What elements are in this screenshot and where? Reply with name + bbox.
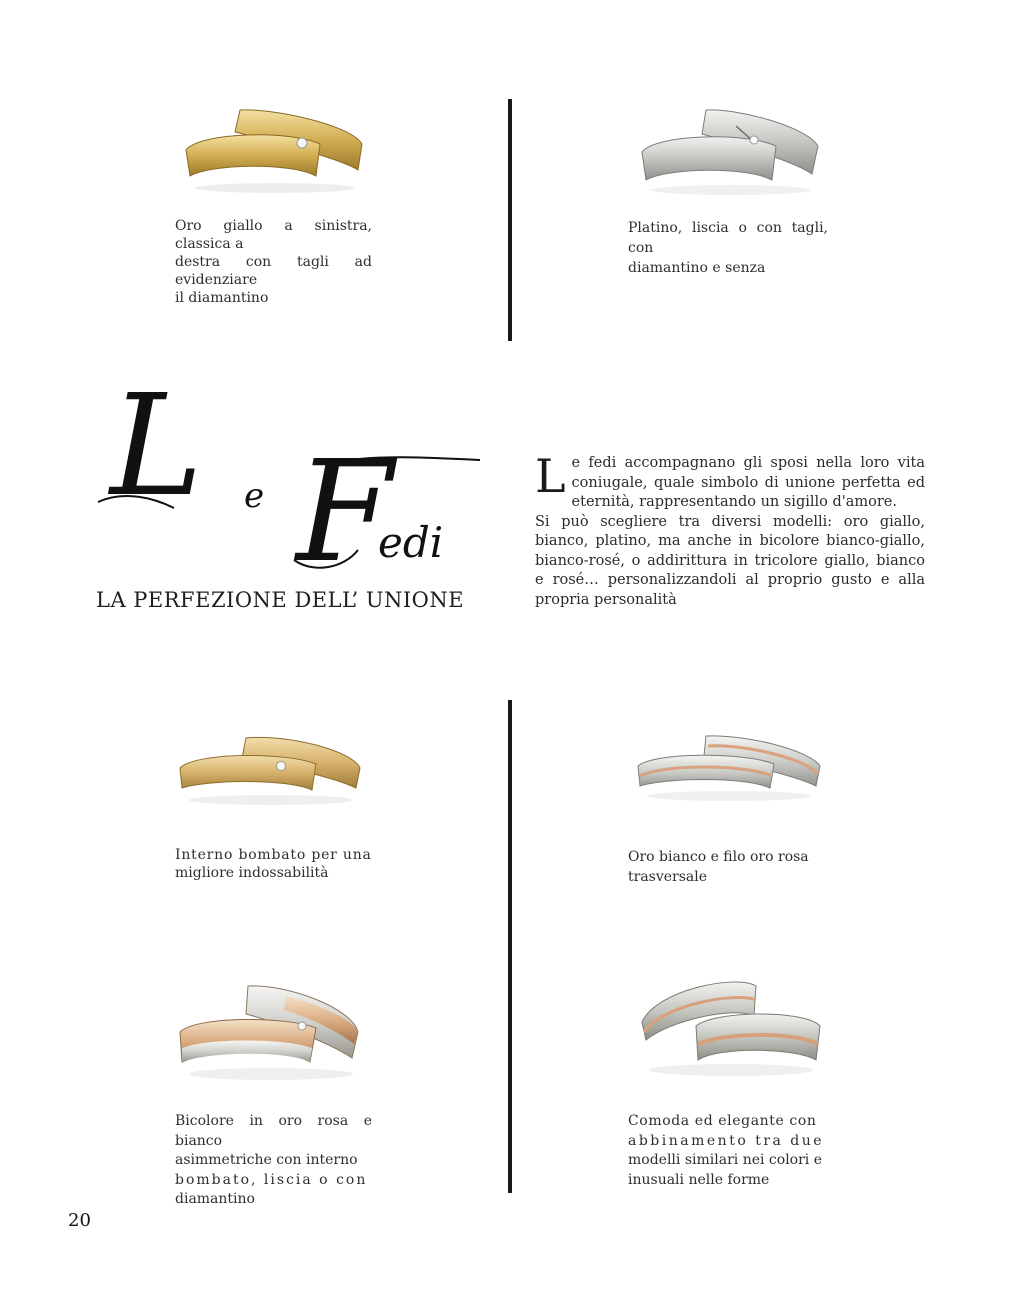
intro-paragraph	[535, 449, 925, 610]
ring-image-white-rose-wire	[634, 730, 824, 810]
caption-mid-right: Oro bianco e filo oro rosa trasversale	[628, 849, 809, 885]
ring-image-gold-domed	[176, 728, 366, 818]
divider-bottom	[508, 700, 512, 1193]
title-letter-l: L	[110, 365, 203, 528]
intro-text: e fedi accompagnano gli sposi nella loro vita coniugale, quale simbolo di unione perfetta ed eternità, rappresentando un sigillo d'amore.	[571, 455, 925, 510]
intro-text-2: Si può scegliere tra diversi modelli: oro giallo, bianco, platino, ma anche in bicolore bianco-giallo, bianco-rosé, o addirittura in tricolore giallo, bianco e rosé… personalizzandoli al proprio gusto e alla propria personalità	[535, 513, 925, 608]
title-letter-f: F	[296, 431, 394, 594]
dropcap: L	[535, 449, 566, 503]
title-letters-edi: edi	[378, 518, 444, 567]
ring-image-yellow-gold	[180, 100, 370, 200]
ring-image-platinum	[636, 102, 826, 202]
page-number: 20	[68, 1210, 91, 1231]
caption-mid-left: Interno bombato per una migliore indossabilità	[175, 847, 372, 881]
caption-top-left: Oro giallo a sinistra, classica a destra con tagli ad evidenziare il diamantino	[175, 218, 372, 306]
caption-bottom-right: Comoda ed elegante con abbinamento tra due modelli similari nei colori e inusuali nelle forme	[628, 1113, 825, 1188]
title-letter-e: e	[244, 476, 265, 516]
divider-top	[508, 99, 512, 341]
title-flourish	[94, 440, 484, 580]
subtitle: LA PERFEZIONE DELL’ UNIONE	[96, 588, 465, 612]
ring-image-combo-elegant	[636, 970, 826, 1085]
caption-bottom-left: Bicolore in oro rosa e bianco asimmetriche con interno bombato, liscia o con diamantino	[175, 1113, 372, 1207]
caption-top-right: Platino, liscia o con tagli, con diamantino e senza	[628, 220, 828, 276]
ring-image-bicolor-rose-white	[176, 978, 366, 1088]
